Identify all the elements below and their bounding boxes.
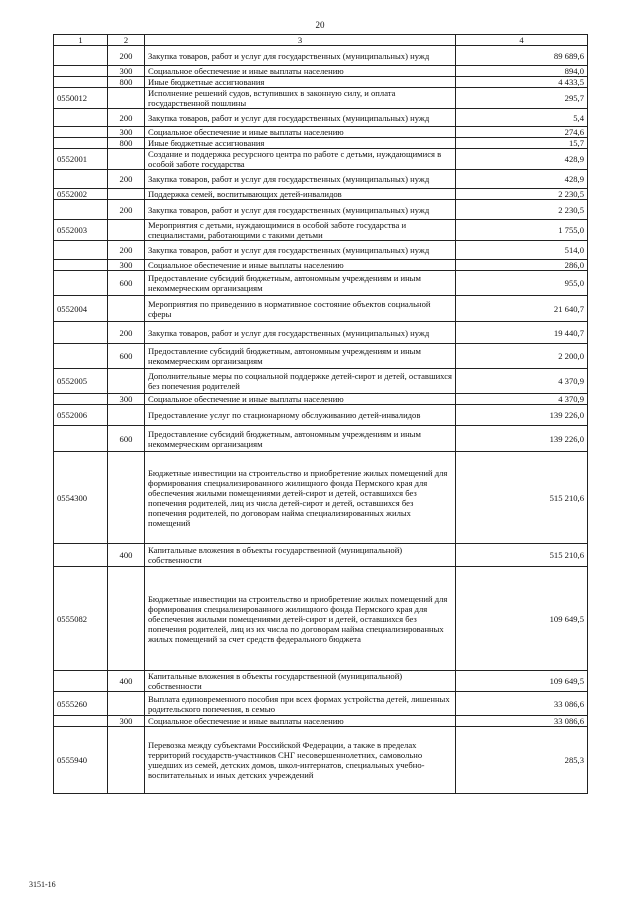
row-amount: 2 200,0	[456, 344, 588, 369]
row-description: Социальное обеспечение и иные выплаты населению	[145, 394, 456, 405]
row-expense-type	[108, 296, 145, 322]
row-amount: 515 210,6	[456, 544, 588, 567]
row-description: Предоставление субсидий бюджетным, автономным учреждениям и иным некоммерческим организациям	[145, 344, 456, 369]
row-expense-type: 200	[108, 170, 145, 189]
row-code: 0552001	[54, 149, 108, 170]
row-description: Закупка товаров, работ и услуг для государственных (муниципальных) нужд	[145, 241, 456, 260]
row-expense-type: 600	[108, 271, 145, 296]
row-description: Закупка товаров, работ и услуг для государственных (муниципальных) нужд	[145, 170, 456, 189]
row-code	[54, 109, 108, 127]
row-expense-type: 200	[108, 46, 145, 66]
row-amount: 89 689,6	[456, 46, 588, 66]
table-row	[54, 296, 588, 322]
row-code	[54, 544, 108, 567]
row-description: Бюджетные инвестиции на строительство и приобретение жилых помещений для формирования специализированного жилищного фонда Пермского края для обеспечения жилыми помещениями детей-сирот и детей, оставшихся без попечения родителей, лиц из их числа по договорам найма специализированных жилых помещений за счет средств федерального бюджета	[145, 567, 456, 671]
table-row	[54, 220, 588, 241]
row-amount: 514,0	[456, 241, 588, 260]
row-amount: 515 210,6	[456, 452, 588, 544]
table-row	[54, 394, 588, 405]
row-expense-type: 300	[108, 66, 145, 77]
row-description: Поддержка семей, воспитывающих детей-инвалидов	[145, 189, 456, 200]
row-description: Выплата единовременного пособия при всех формах устройства детей, лишенных родительского попечения, в семью	[145, 692, 456, 716]
row-code	[54, 426, 108, 452]
table-row	[54, 671, 588, 692]
table-header-row	[54, 35, 588, 46]
row-expense-type	[108, 567, 145, 671]
row-amount: 33 086,6	[456, 716, 588, 727]
row-code: 0552005	[54, 369, 108, 394]
row-description: Перевозка между субъектами Российской Федерации, а также в пределах территорий государств-участников СНГ несовершеннолетних, самовольно ушедших из семей, детских домов, школ-интернатов, специальных учебно-воспитательных и иных детских учреждений	[145, 727, 456, 794]
row-description: Иные бюджетные ассигнования	[145, 138, 456, 149]
footer-code: 3151-16	[29, 880, 56, 889]
row-amount: 19 440,7	[456, 322, 588, 344]
table-row	[54, 567, 588, 671]
row-expense-type: 300	[108, 127, 145, 138]
row-code	[54, 66, 108, 77]
row-amount: 428,9	[456, 170, 588, 189]
row-description: Капитальные вложения в объекты государственной (муниципальной) собственности	[145, 671, 456, 692]
row-description: Закупка товаров, работ и услуг для государственных (муниципальных) нужд	[145, 200, 456, 220]
row-expense-type: 600	[108, 426, 145, 452]
budget-table	[53, 34, 588, 794]
table-row	[54, 322, 588, 344]
row-code	[54, 170, 108, 189]
row-expense-type	[108, 220, 145, 241]
row-description: Мероприятия с детьми, нуждающимися в особой заботе государства и специалистами, работающими с такими детьми	[145, 220, 456, 241]
row-amount: 894,0	[456, 66, 588, 77]
row-expense-type: 800	[108, 77, 145, 88]
row-amount: 109 649,5	[456, 671, 588, 692]
row-description: Социальное обеспечение и иные выплаты населению	[145, 66, 456, 77]
row-description: Иные бюджетные ассигнования	[145, 77, 456, 88]
row-description: Социальное обеспечение и иные выплаты населению	[145, 260, 456, 271]
table-row	[54, 727, 588, 794]
row-amount: 274,6	[456, 127, 588, 138]
row-amount: 955,0	[456, 271, 588, 296]
row-expense-type	[108, 369, 145, 394]
row-expense-type: 200	[108, 109, 145, 127]
row-amount: 109 649,5	[456, 567, 588, 671]
table-row	[54, 452, 588, 544]
row-code	[54, 271, 108, 296]
row-expense-type	[108, 727, 145, 794]
table-row	[54, 260, 588, 271]
row-code: 0552004	[54, 296, 108, 322]
row-amount: 21 640,7	[456, 296, 588, 322]
row-description: Создание и поддержка ресурсного центра по работе с детьми, нуждающимися в особой заботе государства	[145, 149, 456, 170]
row-code: 0555940	[54, 727, 108, 794]
row-code	[54, 241, 108, 260]
row-expense-type: 600	[108, 344, 145, 369]
row-code	[54, 77, 108, 88]
row-amount: 428,9	[456, 149, 588, 170]
row-amount: 286,0	[456, 260, 588, 271]
table-row	[54, 692, 588, 716]
row-code: 0555082	[54, 567, 108, 671]
row-amount: 15,7	[456, 138, 588, 149]
row-code: 0550012	[54, 88, 108, 109]
row-code: 0552002	[54, 189, 108, 200]
row-code	[54, 671, 108, 692]
row-amount: 5,4	[456, 109, 588, 127]
row-description: Дополнительные меры по социальной поддержке детей-сирот и детей, оставшихся без попечения родителей	[145, 369, 456, 394]
row-description: Исполнение решений судов, вступивших в законную силу, и оплата государственной пошлины	[145, 88, 456, 109]
row-description: Предоставление субсидий бюджетным, автономным учреждениям и иным некоммерческим организациям	[145, 271, 456, 296]
table-row	[54, 426, 588, 452]
row-description: Капитальные вложения в объекты государственной (муниципальной) собственности	[145, 544, 456, 567]
table-row	[54, 716, 588, 727]
row-description: Социальное обеспечение и иные выплаты населению	[145, 127, 456, 138]
row-code: 0554300	[54, 452, 108, 544]
row-amount: 33 086,6	[456, 692, 588, 716]
table-row	[54, 138, 588, 149]
table-row	[54, 66, 588, 77]
row-code	[54, 394, 108, 405]
table-row	[54, 369, 588, 394]
row-description: Предоставление услуг по стационарному обслуживанию детей-инвалидов	[145, 405, 456, 426]
table-body	[54, 46, 588, 794]
row-description: Закупка товаров, работ и услуг для государственных (муниципальных) нужд	[145, 322, 456, 344]
table-row	[54, 109, 588, 127]
row-expense-type	[108, 692, 145, 716]
table-row	[54, 127, 588, 138]
row-amount: 4 370,9	[456, 394, 588, 405]
row-amount: 4 370,9	[456, 369, 588, 394]
row-expense-type: 200	[108, 322, 145, 344]
table-row	[54, 405, 588, 426]
column-header-amount: 4	[456, 35, 588, 46]
row-description: Мероприятия по приведению в нормативное состояние объектов социальной сферы	[145, 296, 456, 322]
row-code	[54, 46, 108, 66]
table-row	[54, 77, 588, 88]
row-expense-type: 400	[108, 671, 145, 692]
row-description: Бюджетные инвестиции на строительство и приобретение жилых помещений для формирования специализированного жилищного фонда Пермского края для обеспечения жилыми помещениями детей-сирот и детей, оставшихся без попечения родителей, лиц из числа детей-сирот и детей, оставшихся без попечения родителей, по договорам найма специализированных жилых помещений	[145, 452, 456, 544]
row-expense-type: 200	[108, 200, 145, 220]
row-code	[54, 200, 108, 220]
row-code	[54, 322, 108, 344]
row-description: Социальное обеспечение и иные выплаты населению	[145, 716, 456, 727]
row-code	[54, 138, 108, 149]
table-row	[54, 170, 588, 189]
row-amount: 4 433,5	[456, 77, 588, 88]
table-row	[54, 46, 588, 66]
row-expense-type: 200	[108, 241, 145, 260]
row-expense-type: 300	[108, 394, 145, 405]
row-amount: 139 226,0	[456, 426, 588, 452]
row-description: Закупка товаров, работ и услуг для государственных (муниципальных) нужд	[145, 109, 456, 127]
column-header-code: 1	[54, 35, 108, 46]
table-row	[54, 149, 588, 170]
column-header-expense-type: 2	[108, 35, 145, 46]
table-row	[54, 189, 588, 200]
table-row	[54, 241, 588, 260]
row-code: 0552006	[54, 405, 108, 426]
table-row	[54, 271, 588, 296]
row-expense-type: 400	[108, 544, 145, 567]
row-expense-type: 300	[108, 716, 145, 727]
row-code	[54, 344, 108, 369]
row-code	[54, 260, 108, 271]
row-expense-type: 800	[108, 138, 145, 149]
row-expense-type	[108, 149, 145, 170]
row-expense-type	[108, 189, 145, 200]
table-row	[54, 544, 588, 567]
row-amount: 295,7	[456, 88, 588, 109]
row-amount: 2 230,5	[456, 189, 588, 200]
row-code: 0552003	[54, 220, 108, 241]
row-expense-type	[108, 452, 145, 544]
column-header-description: 3	[145, 35, 456, 46]
table-row	[54, 200, 588, 220]
row-code	[54, 127, 108, 138]
row-amount: 139 226,0	[456, 405, 588, 426]
row-amount: 285,3	[456, 727, 588, 794]
row-code: 0555260	[54, 692, 108, 716]
row-description: Закупка товаров, работ и услуг для государственных (муниципальных) нужд	[145, 46, 456, 66]
row-expense-type: 300	[108, 260, 145, 271]
table-row	[54, 88, 588, 109]
row-expense-type	[108, 405, 145, 426]
row-expense-type	[108, 88, 145, 109]
row-code	[54, 716, 108, 727]
table-row	[54, 344, 588, 369]
row-amount: 2 230,5	[456, 200, 588, 220]
page-number: 20	[315, 20, 325, 30]
row-description: Предоставление субсидий бюджетным, автономным учреждениям и иным некоммерческим организациям	[145, 426, 456, 452]
row-amount: 1 755,0	[456, 220, 588, 241]
